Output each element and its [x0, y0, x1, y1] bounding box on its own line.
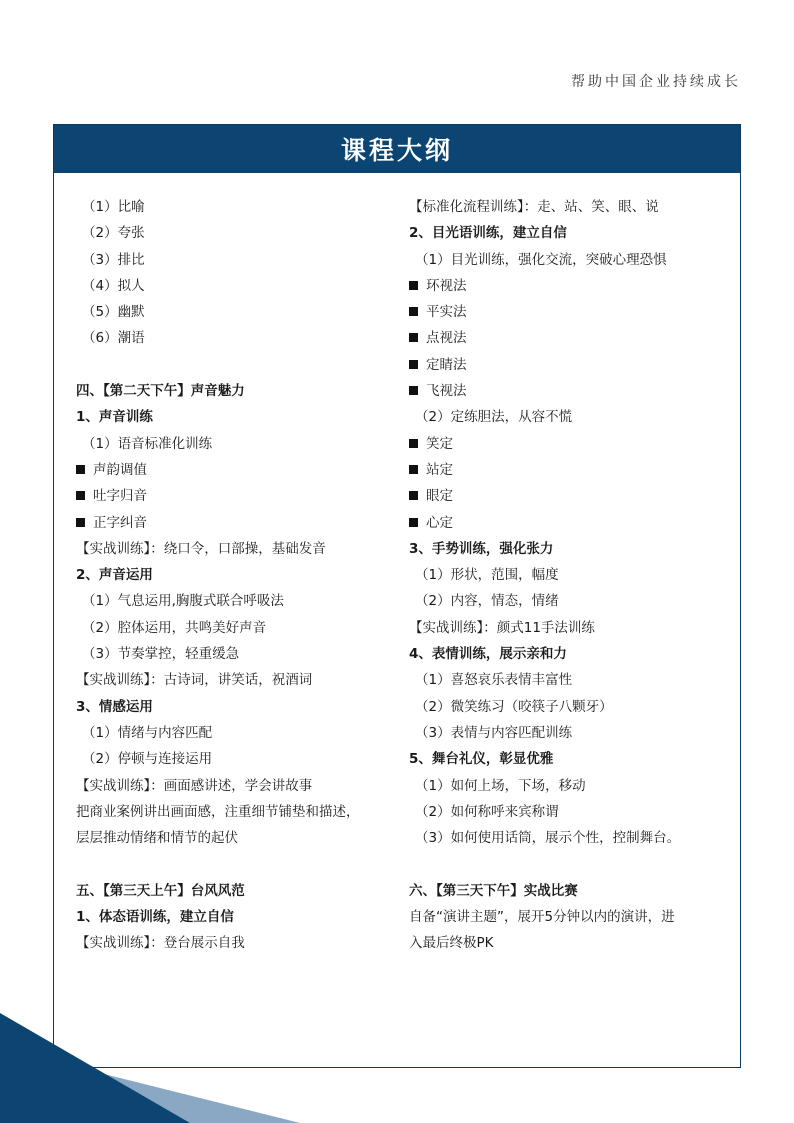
line-text: 1、声音训练 — [76, 409, 153, 426]
section-heading — [409, 220, 729, 246]
line-text: 定睛法 — [426, 356, 467, 373]
bullet-item — [76, 457, 396, 483]
square-bullet-icon — [409, 360, 418, 369]
line-text: 吐字归音 — [93, 488, 147, 505]
outline-line — [409, 615, 729, 641]
outline-line — [76, 325, 396, 351]
outline-line — [409, 667, 729, 693]
square-bullet-icon — [409, 307, 418, 316]
square-bullet-icon — [76, 465, 85, 474]
title-banner — [54, 125, 740, 173]
outline-line — [76, 799, 396, 825]
bullet-item — [409, 431, 729, 457]
outline-line — [76, 247, 396, 273]
bullet-item — [409, 352, 729, 378]
line-text: 站定 — [426, 461, 453, 478]
line-text: 眼定 — [426, 488, 453, 505]
outline-line — [76, 615, 396, 641]
outline-line — [76, 930, 396, 956]
outline-line — [76, 299, 396, 325]
line-text: （1）目光训练，强化交流，突破心理恐惧 — [415, 251, 667, 268]
line-text: 自备“演讲主题”，展开5分钟以内的演讲，进 — [409, 909, 675, 926]
bullet-item — [76, 510, 396, 536]
outline-line — [409, 799, 729, 825]
spacer — [76, 851, 396, 877]
line-text: 层层推动情绪和情节的起伏 — [76, 830, 238, 847]
outline-line — [409, 404, 729, 430]
line-text: （3）节奏掌控，轻重缓急 — [82, 646, 240, 663]
left-column — [76, 194, 396, 957]
section-heading — [409, 878, 729, 904]
line-text: 5、舞台礼仪，彰显优雅 — [409, 751, 554, 768]
line-text: 正字纠音 — [93, 514, 147, 531]
line-text: （1）比喻 — [82, 199, 145, 215]
square-bullet-icon — [409, 518, 418, 527]
outline-line — [76, 536, 396, 562]
line-text: 环视法 — [426, 277, 467, 294]
outline-line — [409, 720, 729, 746]
spacer — [409, 851, 729, 877]
line-text: 声韵调值 — [93, 461, 147, 478]
line-text: （5）幽默 — [82, 304, 145, 321]
line-text: （2）停顿与连接运用 — [82, 751, 213, 768]
line-text: 【实战训练】：绕口令，口部操，基础发音 — [76, 540, 326, 557]
square-bullet-icon — [409, 491, 418, 500]
outline-line — [76, 746, 396, 772]
square-bullet-icon — [76, 518, 85, 527]
line-text: 1、体态语训练，建立自信 — [76, 909, 234, 926]
section-heading — [409, 746, 729, 772]
line-text: 【实战训练】：颜式11手法训练 — [409, 619, 595, 636]
line-text: 六、【第三天下午】实战比赛 — [409, 882, 578, 899]
outline-line — [76, 720, 396, 746]
section-heading — [76, 562, 396, 588]
bullet-item — [409, 299, 729, 325]
outline-line — [409, 247, 729, 273]
outline-line — [409, 194, 729, 220]
outline-line — [76, 273, 396, 299]
outline-line — [409, 694, 729, 720]
line-text: 点视法 — [426, 330, 467, 347]
square-bullet-icon — [409, 439, 418, 448]
slogan: 帮助中国企业持续成长 — [571, 74, 741, 90]
outline-line — [76, 588, 396, 614]
line-text: （3）表情与内容匹配训练 — [415, 724, 573, 741]
outline-line — [76, 773, 396, 799]
line-text: 把商业案例讲出画面感，注重细节铺垫和描述， — [76, 803, 360, 820]
line-text: （2）定练胆法，从容不慌 — [415, 409, 573, 426]
line-text: （1）气息运用,胸腹式联合呼吸法 — [82, 593, 284, 610]
corner-decoration — [0, 1003, 320, 1123]
outline-line — [76, 825, 396, 851]
section-heading — [409, 536, 729, 562]
outline-line — [409, 825, 729, 851]
square-bullet-icon — [409, 386, 418, 395]
line-text: （1）如何上场，下场，移动 — [415, 777, 586, 794]
line-text: 五、【第三天上午】台风风范 — [76, 882, 245, 899]
section-heading — [76, 904, 396, 930]
section-heading — [76, 878, 396, 904]
square-bullet-icon — [409, 281, 418, 290]
line-text: 【实战训练】：登台展示自我 — [76, 935, 245, 952]
line-text: 3、情感运用 — [76, 698, 153, 715]
outline-line — [409, 904, 729, 930]
page-title: 课程大纲 — [340, 136, 453, 165]
line-text: 飞视法 — [426, 383, 467, 400]
square-bullet-icon — [409, 333, 418, 342]
line-text: 入最后终极PK — [409, 935, 494, 952]
line-text: （2）腔体运用，共鸣美好声音 — [82, 619, 267, 636]
line-text: （2）微笑练习（咬筷子八颗牙） — [415, 698, 613, 715]
bullet-item — [409, 378, 729, 404]
outline-line — [76, 431, 396, 457]
line-text: （1）形状，范围，幅度 — [415, 567, 559, 584]
line-text: （2）内容，情态，情绪 — [415, 593, 559, 610]
line-text: （1）喜怒哀乐表情丰富性 — [415, 672, 573, 689]
outline-line — [409, 588, 729, 614]
line-text: 心定 — [426, 514, 453, 531]
line-text: 【标准化流程训练】：走、站、笑、眼、说 — [409, 199, 659, 215]
line-text: 2、目光语训练，建立自信 — [409, 225, 567, 242]
line-text: （2）夸张 — [82, 225, 145, 242]
bullet-item — [76, 483, 396, 509]
outline-line — [409, 930, 729, 956]
outline-line — [76, 220, 396, 246]
line-text: （6）潮语 — [82, 330, 145, 347]
line-text: 4、表情训练，展示亲和力 — [409, 646, 567, 663]
outline-line — [76, 194, 396, 220]
square-bullet-icon — [76, 491, 85, 500]
line-text: 【实战训练】：古诗词，讲笑话，祝酒词 — [76, 672, 313, 689]
square-bullet-icon — [409, 465, 418, 474]
section-heading — [76, 404, 396, 430]
line-text: （1）语音标准化训练 — [82, 435, 213, 452]
bullet-item — [409, 273, 729, 299]
outline-line — [76, 667, 396, 693]
spacer — [76, 352, 396, 378]
bullet-item — [409, 510, 729, 536]
line-text: 四、【第二天下午】声音魅力 — [76, 383, 245, 400]
line-text: （4）拟人 — [82, 277, 145, 294]
line-text: 平实法 — [426, 304, 467, 321]
outline-line — [409, 773, 729, 799]
section-heading — [76, 694, 396, 720]
bullet-item — [409, 457, 729, 483]
line-text: 2、声音运用 — [76, 567, 153, 584]
line-text: 笑定 — [426, 435, 453, 452]
outline-line — [409, 562, 729, 588]
section-heading — [76, 378, 396, 404]
section-heading — [409, 641, 729, 667]
line-text: （2）如何称呼来宾称谓 — [415, 803, 559, 820]
deco-dark-stripe — [0, 1013, 190, 1123]
line-text: （3）如何使用话筒，展示个性，控制舞台。 — [415, 830, 681, 847]
bullet-item — [409, 325, 729, 351]
bullet-item — [409, 483, 729, 509]
line-text: （1）情绪与内容匹配 — [82, 724, 213, 741]
course-outline-frame — [53, 124, 741, 1068]
line-text: （3）排比 — [82, 251, 145, 268]
right-column — [409, 194, 729, 957]
line-text: 【实战训练】：画面感讲述，学会讲故事 — [76, 777, 313, 794]
outline-line — [76, 641, 396, 667]
line-text: 3、手势训练，强化张力 — [409, 540, 554, 557]
